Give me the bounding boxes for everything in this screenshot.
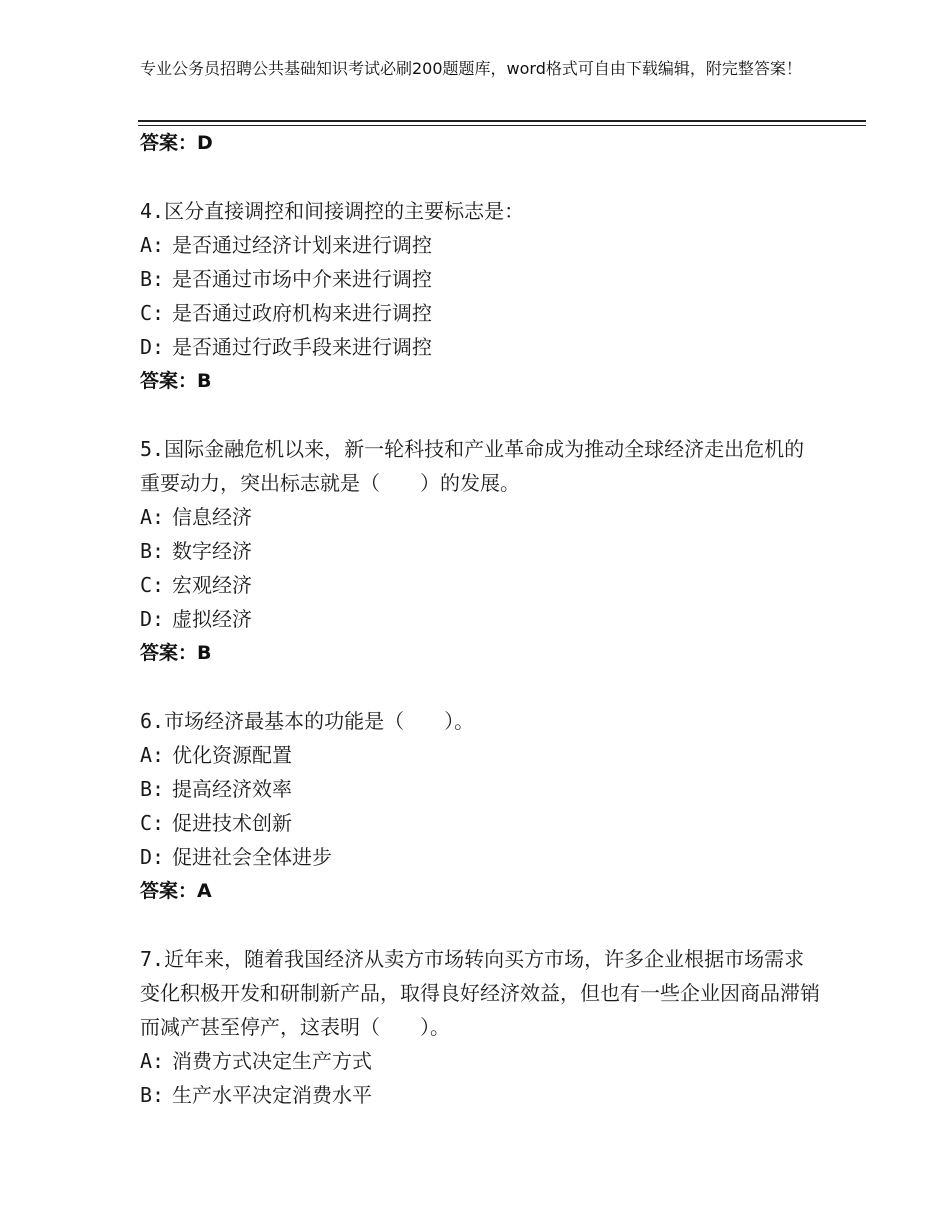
answer-label: 答案：B: [140, 642, 212, 664]
option-letter: D:: [140, 335, 165, 359]
option-letter: C:: [140, 573, 165, 597]
answer-label: 答案：A: [140, 880, 212, 902]
option-c: [140, 568, 820, 602]
option-letter: C:: [140, 811, 165, 835]
option-letter: B:: [140, 539, 165, 563]
answer-label: 答案：B: [140, 370, 212, 392]
option-letter: B:: [140, 267, 165, 291]
option-text: 是否通过行政手段来进行调控: [172, 335, 432, 359]
page-header: 专业公务员招聘公共基础知识考试必刷200题题库，word格式可自由下载编辑，附完整答案！: [140, 59, 802, 78]
option-a: [140, 1044, 820, 1078]
question-stem: 4.区分直接调控和间接调控的主要标志是：: [140, 199, 525, 223]
option-text: 促进技术创新: [172, 811, 292, 835]
option-letter: D:: [140, 845, 165, 869]
option-text: 优化资源配置: [172, 743, 292, 767]
question-content: [140, 126, 820, 1112]
question-6: [140, 704, 820, 908]
option-text: 生产水平决定消费水平: [172, 1083, 372, 1107]
answer-label: 答案：D: [140, 132, 213, 154]
option-d: [140, 330, 820, 364]
option-letter: B:: [140, 777, 165, 801]
option-text: 是否通过政府机构来进行调控: [172, 301, 432, 325]
option-letter: A:: [140, 505, 165, 529]
option-b: [140, 534, 820, 568]
option-letter: C:: [140, 301, 165, 325]
option-b: [140, 262, 820, 296]
option-text: 促进社会全体进步: [172, 845, 332, 869]
option-text: 宏观经济: [172, 573, 252, 597]
option-text: 消费方式决定生产方式: [172, 1049, 372, 1073]
option-text: 虚拟经济: [172, 607, 252, 631]
header-divider-thick: [138, 120, 866, 122]
question-4: [140, 194, 820, 398]
option-b: [140, 1078, 820, 1112]
option-text: 是否通过市场中介来进行调控: [172, 267, 432, 291]
option-d: [140, 840, 820, 874]
option-letter: A:: [140, 1049, 165, 1073]
option-c: [140, 806, 820, 840]
option-text: 信息经济: [172, 505, 252, 529]
option-d: [140, 602, 820, 636]
option-b: [140, 772, 820, 806]
option-letter: A:: [140, 233, 165, 257]
option-a: [140, 500, 820, 534]
option-letter: B:: [140, 1083, 165, 1107]
option-text: 提高经济效率: [172, 777, 292, 801]
question-7: [140, 942, 820, 1112]
question-5: [140, 432, 820, 670]
option-text: 数字经济: [172, 539, 252, 563]
option-letter: A:: [140, 743, 165, 767]
question-stem: 6.市场经济最基本的功能是（ ）。: [140, 709, 475, 733]
option-text: 是否通过经济计划来进行调控: [172, 233, 432, 257]
question-stem: 7.近年来，随着我国经济从卖方市场转向买方市场，许多企业根据市场需求变化积极开发和研制新产品，取得良好经济效益，但也有一些企业因商品滞销而减产甚至停产，这表明（ ）。: [140, 947, 820, 1039]
option-letter: D:: [140, 607, 165, 631]
option-c: [140, 296, 820, 330]
question-stem: 5.国际金融危机以来，新一轮科技和产业革命成为推动全球经济走出危机的重要动力，突出标志就是（ ）的发展。: [140, 437, 805, 495]
option-a: [140, 738, 820, 772]
option-a: [140, 228, 820, 262]
